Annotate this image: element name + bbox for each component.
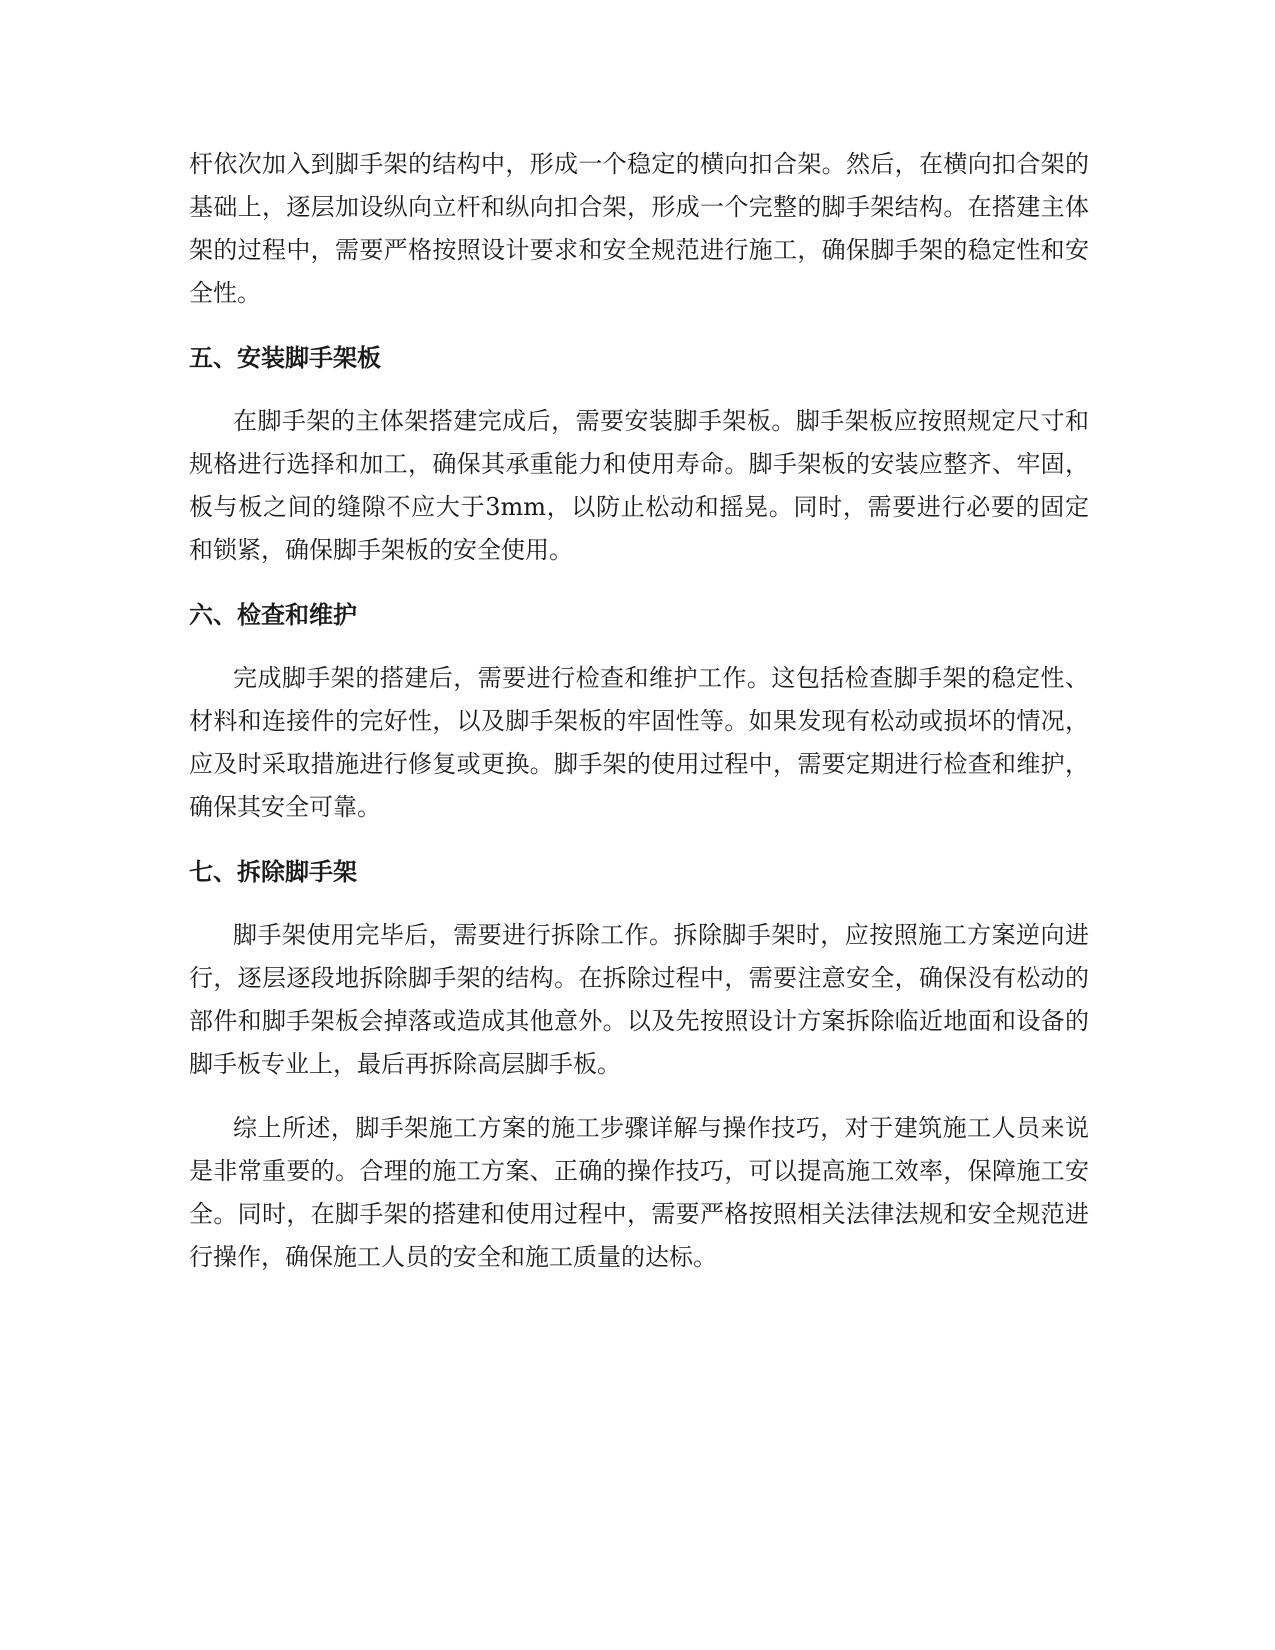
section-heading-dismantle: 七、拆除脚手架 [189, 858, 357, 886]
conclusion-paragraph: 综上所述，脚手架施工方案的施工步骤详解与操作技巧，对于建筑施工人员来说是非常重要的。合理的施工方案、正确的操作技巧，可以提高施工效率，保障施工安全。同时，在脚手架的搭建和使用过程中，需要严格按照相关法律法规和安全规范进行操作，确保施工人员的安全和施工质量的达标。 [189, 1114, 1089, 1271]
section-paragraph-dismantle: 脚手架使用完毕后，需要进行拆除工作。拆除脚手架时，应按照施工方案逆向进行，逐层逐段地拆除脚手架的结构。在拆除过程中，需要注意安全，确保没有松动的部件和脚手架板会掉落或造成其他意外。以及先按照设计方案拆除临近地面和设备的脚手板专业上，最后再拆除高层脚手板。 [189, 921, 1089, 1078]
document-body [189, 143, 1089, 1279]
section-heading-inspection-maintenance: 六、检查和维护 [189, 601, 357, 629]
section-paragraph-inspection-maintenance: 完成脚手架的搭建后，需要进行检查和维护工作。这包括检查脚手架的稳定性、材料和连接件的完好性，以及脚手架板的牢固性等。如果发现有松动或损坏的情况，应及时采取措施进行修复或更换。脚手架的使用过程中，需要定期进行检查和维护，确保其安全可靠。 [189, 664, 1089, 821]
section-paragraph-install-boards: 在脚手架的主体架搭建完成后，需要安装脚手架板。脚手架板应按照规定尺寸和规格进行选择和加工，确保其承重能力和使用寿命。脚手架板的安装应整齐、牢固，板与板之间的缝隙不应大于3mm，以防止松动和摇晃。同时，需要进行必要的固定和锁紧，确保脚手架板的安全使用。 [189, 407, 1089, 564]
intro-paragraph: 杆依次加入到脚手架的结构中，形成一个稳定的横向扣合架。然后，在横向扣合架的基础上，逐层加设纵向立杆和纵向扣合架，形成一个完整的脚手架结构。在搭建主体架的过程中，需要严格按照设计要求和安全规范进行施工，确保脚手架的稳定性和安全性。 [189, 150, 1089, 307]
section-heading-install-boards: 五、安装脚手架板 [189, 344, 381, 372]
